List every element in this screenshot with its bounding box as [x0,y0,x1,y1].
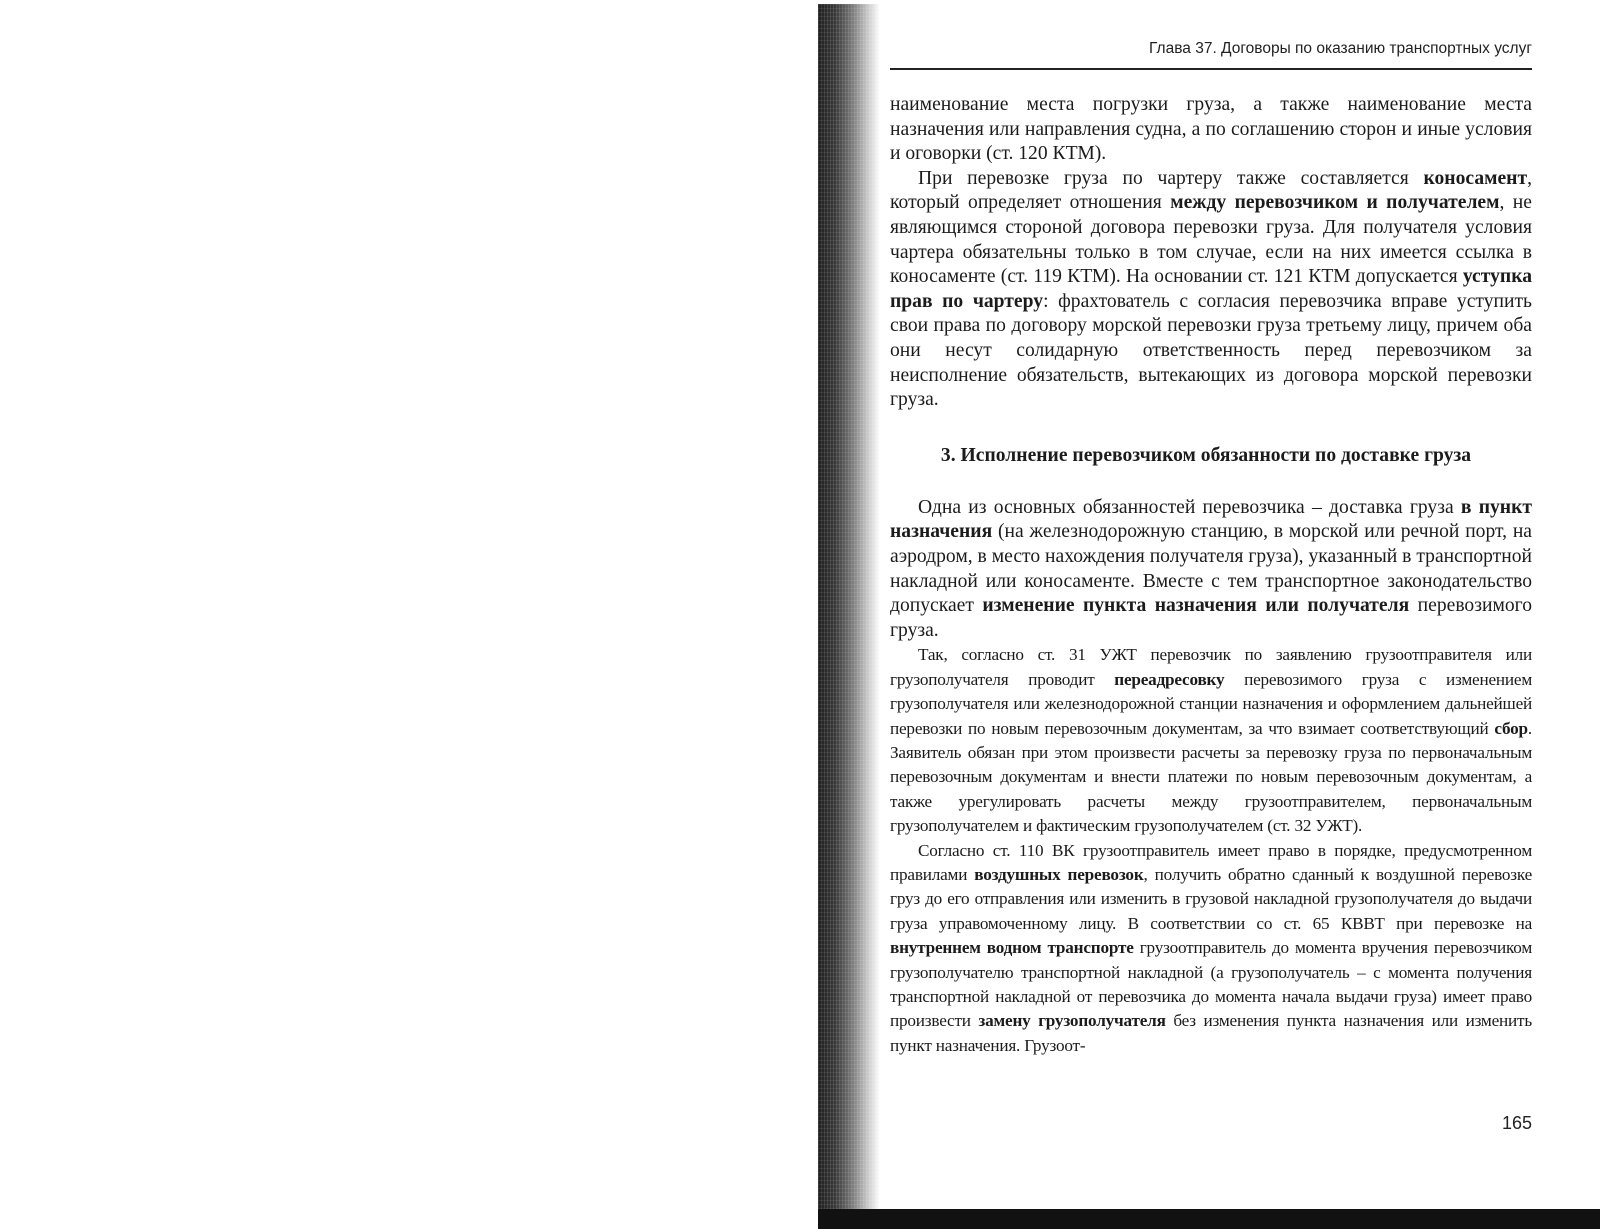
paragraph-3-text-3: перевозимого груза. [890,595,1533,641]
running-head: Глава 37. Договоры по оказанию транспортных услуг [890,38,1532,70]
term-carrier-recipient: между перевозчиком и получателем [1170,192,1500,214]
page-number: 165 [1501,1113,1532,1133]
paragraph-5-text-1: Согласно ст. 110 ВК грузоотправитель имеет право в порядке, предусмотренном правилами [890,840,1532,884]
paragraph-4-text-1: Так, согласно ст. 31 УЖТ перевозчик по заявлению грузоотправителя или грузополучателя проводит [890,645,1532,689]
paragraph-4-text-3: . Заявитель обязан при этом произвести расчеты за перевозку груза по первоначальным перевозочным документам и внести платежи по новым перевозочным документам, а также урегулировать расчеты между грузоотправителем, первоначальным грузополучателем и фактическим грузополучателем (ст. 32 УЖТ). [890,718,1532,836]
paragraph-5-text-4: без изменения пункта назначения или изменить пункт назначения. Грузоот- [890,1011,1532,1055]
paragraph-3-text-1: Одна из основных обязанностей перевозчика – доставка груза [918,496,1461,518]
book-spine-shadow [818,4,880,1229]
section-heading: 3. Исполнение перевозчиком обязанности по доставке груза [940,444,1472,466]
paragraph-5-text-2: , получить обратно сданный к воздушной перевозке груз до его отправления или изменить в грузовой накладной грузополучателя до выдачи груза управомоченному лицу. В соответствии со ст. 65 КВВТ при перевозке на [890,864,1533,933]
paragraph-2-text-2: , который определяет отношения [890,167,1532,214]
paragraph-2-text-1: При перевозке груза по чартеру также составляется [918,167,1424,189]
paragraph-3 [890,496,1532,644]
term-charter-assignment: уступка прав по чартеру [890,266,1532,312]
paragraph-3-text-2: (на железнодорожную станцию, в морской или речной порт, на аэродром, в место нахождения получателя груза), указанный в транспортной накладной или коносаменте. Вместе с тем транспортное законодательство допускает [890,521,1532,617]
term-change-destination: изменение пункта назначения или получателя [982,595,1410,617]
paragraph-1 [890,93,1532,167]
term-air-transport: воздушных перевозок [974,864,1144,884]
paragraph-5 [890,839,1532,1059]
book-page [890,38,1532,1058]
paragraph-5-text-3: грузоотправитель до момента вручения перевозчиком грузополучателю транспортной накладной (а грузополучатель – с момента получения транспортной накладной от перевозчика до момента начала выдачи груза) имеет право произвести [890,938,1532,1031]
term-recipient-replacement: замену грузополучателя [978,1011,1166,1031]
term-inland-water-transport: внутреннем водном транспорте [890,938,1134,958]
term-fee: сбор [1494,718,1528,738]
term-destination-point: в пункт назначения [890,496,1532,543]
paragraph-2-text-3: , не являющимся стороной договора перевозки груза. Для получателя условия чартера обязательны только в том случае, если на них имеется ссылка в коносаменте (ст. 119 КТМ). На основании ст. 121 КТМ допускается [890,192,1532,288]
paragraph-2 [890,167,1532,413]
paragraph-4-text-2: перевозимого груза с изменением грузополучателя или железнодорожной станции назначения и оформлением дальнейшей перевозки по новым перевозочным документам, за что взимает соответствующий [890,669,1532,738]
scan-bottom-edge [818,1209,1600,1229]
term-konosament: коносамент [1423,167,1528,189]
paragraph-2-text-4: : фрахтователь с согласия перевозчика вправе уступить свои права по договору морской перевозки груза третьему лицу, причем оба они несут солидарную ответственность перед перевозчиком за неисполнение обязательств, вытекающих из договора морской перевозки груза. [890,290,1532,411]
term-readdressing: переадресовку [1114,669,1225,689]
paragraph-4 [890,643,1532,838]
paragraph-1-text: наименование места погрузки груза, а также наименование места назначения или направления судна, а по соглашению сторон и иные условия и оговорки (ст. 120 КТМ). [890,94,1532,165]
